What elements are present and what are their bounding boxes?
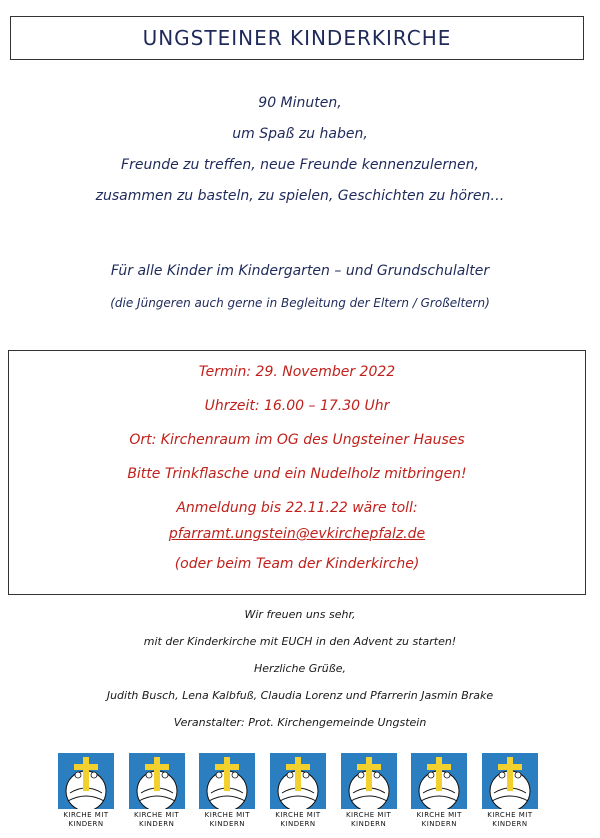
page-title: UNGSTEINER KINDERKIRCHE: [142, 26, 452, 50]
logo-icon: [270, 753, 326, 809]
logo-icon: [341, 753, 397, 809]
intro-line: um Spaß zu haben,: [232, 126, 368, 142]
logo-caption: KIRCHE MIT KINDERN: [204, 811, 250, 828]
logo-icon: [411, 753, 467, 809]
intro-text: [0, 88, 600, 212]
logo-icon: [482, 753, 538, 809]
event-alt-registration: (oder beim Team der Kinderkirche): [174, 556, 420, 572]
kirche-mit-kindern-logo: [341, 753, 397, 831]
logo-caption: KIRCHE MIT KINDERN: [275, 811, 321, 828]
logo-icon: [199, 753, 255, 809]
event-date: Termin: 29. November 2022: [198, 364, 396, 380]
kirche-mit-kindern-logo: [270, 753, 326, 831]
logo-caption: KIRCHE MIT KINDERN: [63, 811, 109, 828]
event-place: Ort: Kirchenraum im OG des Ungsteiner Hauses: [129, 432, 465, 448]
logo-caption: KIRCHE MIT KINDERN: [487, 811, 533, 828]
closing-line: mit der Kinderkirche mit EUCH in den Advent zu starten!: [143, 635, 457, 648]
kirche-mit-kindern-logo: [58, 753, 114, 831]
closing-line: Judith Busch, Lena Kalbfuß, Claudia Lorenz und Pfarrerin Jasmin Brake: [106, 689, 494, 702]
logo-caption: KIRCHE MIT KINDERN: [345, 811, 392, 828]
audience-sub: (die Jüngeren auch gerne in Begleitung der Eltern / Großeltern): [110, 296, 490, 310]
audience-text: [0, 260, 600, 314]
logo-icon: [129, 753, 185, 809]
event-info-box: [8, 350, 586, 595]
title-box: [10, 16, 584, 60]
audience-main: Für alle Kinder im Kindergarten – und Grundschulalter: [110, 263, 490, 279]
closing-line: Wir freuen uns sehr,: [244, 608, 356, 621]
kirche-mit-kindern-logo: [129, 753, 185, 831]
closing-line: Herzliche Grüße,: [254, 662, 346, 675]
kirche-mit-kindern-logo: [482, 753, 538, 831]
intro-line: zusammen zu basteln, zu spielen, Geschichten zu hören…: [95, 188, 505, 204]
logo-caption: KIRCHE MIT KINDERN: [133, 811, 180, 828]
intro-line: 90 Minuten,: [258, 95, 342, 111]
logo-caption: KIRCHE MIT KINDERN: [416, 811, 462, 828]
intro-line: Freunde zu treffen, neue Freunde kennenzulernen,: [121, 157, 479, 173]
closing-line: Veranstalter: Prot. Kirchengemeinde Ungstein: [173, 716, 427, 729]
event-time: Uhrzeit: 16.00 – 17.30 Uhr: [204, 398, 390, 414]
email-link[interactable]: pfarramt.ungstein@evkirchepfalz.de: [168, 526, 426, 542]
event-registration: Anmeldung bis 22.11.22 wäre toll:: [176, 500, 418, 516]
kirche-mit-kindern-logo: [199, 753, 255, 831]
logo-icon: [58, 753, 114, 809]
closing-text: [0, 601, 600, 736]
kirche-mit-kindern-logo: [411, 753, 467, 831]
logo-row: [58, 753, 538, 831]
event-bring: Bitte Trinkflasche und ein Nudelholz mitbringen!: [127, 466, 467, 482]
